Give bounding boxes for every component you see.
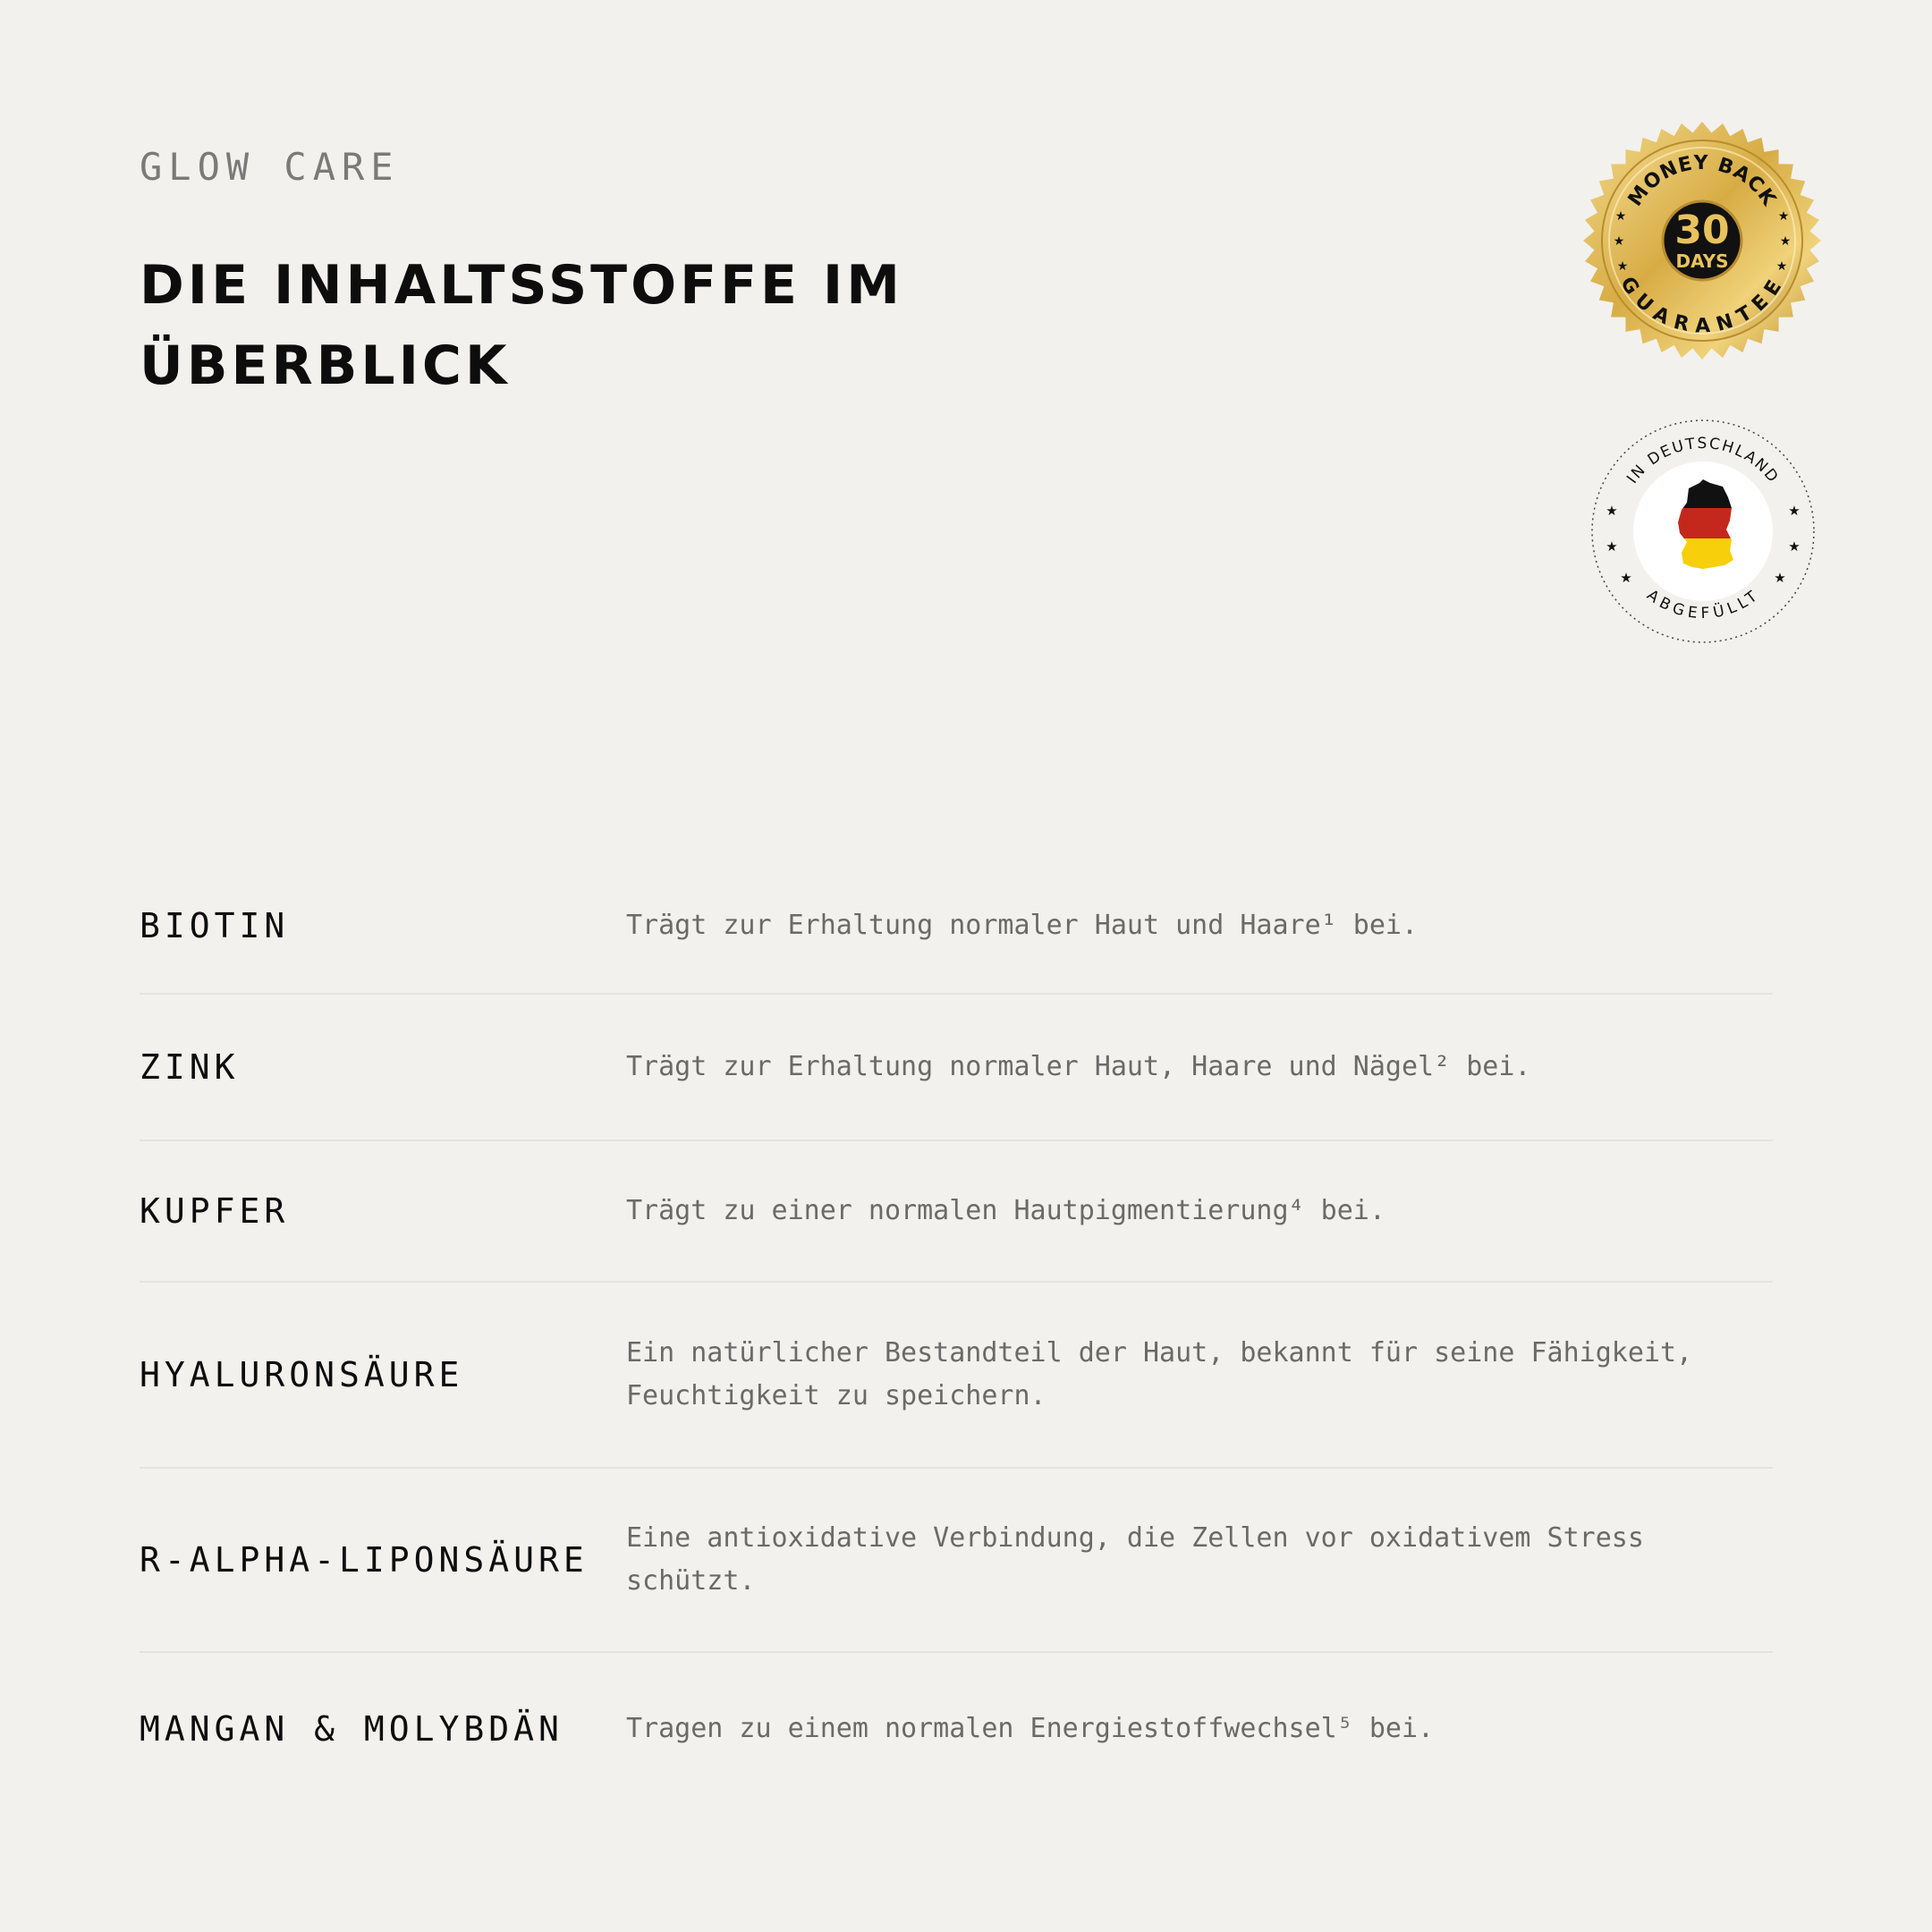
svg-text:★: ★ <box>1616 259 1629 274</box>
ingredient-row <box>140 1283 1773 1469</box>
ingredient-row <box>140 1141 1773 1283</box>
svg-text:★: ★ <box>1788 538 1801 555</box>
svg-text:★: ★ <box>1774 570 1786 586</box>
ingredient-name: ZINK <box>140 1047 240 1087</box>
money-back-guarantee-badge <box>1581 120 1823 361</box>
germany-top-text: IN DEUTSCHLAND <box>1623 435 1783 487</box>
svg-text:★: ★ <box>1788 503 1801 519</box>
made-in-germany-badge <box>1589 417 1818 646</box>
page-title-line-1: DIE INHALTSSTOFFE IM <box>140 254 903 317</box>
svg-text:★: ★ <box>1606 538 1618 555</box>
ingredient-name: HYALURONSÄURE <box>140 1355 464 1394</box>
ingredient-row <box>140 1469 1773 1653</box>
svg-text:★: ★ <box>1777 209 1790 224</box>
svg-text:★: ★ <box>1614 209 1627 224</box>
svg-text:★: ★ <box>1613 234 1625 249</box>
svg-text:★: ★ <box>1620 570 1632 586</box>
money-back-top-text: MONEY BACK <box>1623 151 1781 211</box>
ingredients-list <box>140 859 1773 1805</box>
money-back-unit: DAYS <box>1675 250 1729 272</box>
ingredient-row <box>140 1653 1773 1805</box>
money-back-number: 30 <box>1674 208 1730 253</box>
svg-text:★: ★ <box>1606 503 1618 519</box>
ingredient-row <box>140 859 1773 995</box>
page-title <box>140 245 1034 406</box>
ingredient-row <box>140 995 1773 1141</box>
germany-bottom-text: ABGEFÜLLT <box>1643 586 1763 623</box>
ingredient-description: Trägt zur Erhaltung normaler Haut und Haare¹ bei. <box>626 910 1419 941</box>
ingredient-description: Tragen zu einem normalen Energiestoffwechsel⁵ bei. <box>626 1713 1435 1744</box>
ingredient-description: Eine antioxidative Verbindung, die Zellen vor oxidativem Stress schützt. <box>626 1522 1644 1597</box>
svg-text:★: ★ <box>1779 234 1792 249</box>
ingredient-name: R-ALPHA-LIPONSÄURE <box>140 1540 589 1580</box>
ingredient-description: Trägt zur Erhaltung normaler Haut, Haare und Nägel² bei. <box>626 1051 1531 1082</box>
ingredient-name: KUPFER <box>140 1191 290 1231</box>
page-title-line-2: ÜBERBLICK <box>140 335 511 397</box>
ingredient-description: Trägt zu einer normalen Hautpigmentierung⁴ bei. <box>626 1195 1385 1226</box>
brand-label: GLOW CARE <box>140 145 400 189</box>
ingredient-description: Ein natürlicher Bestandteil der Haut, bekannt für seine Fähigkeit, Feuchtigkeit zu speichern. <box>626 1337 1693 1411</box>
ingredient-name: BIOTIN <box>140 906 290 945</box>
ingredient-name: MANGAN & MOLYBDÄN <box>140 1709 564 1749</box>
svg-text:★: ★ <box>1775 259 1788 274</box>
money-back-bottom-text: GUARANTEE <box>1615 273 1789 338</box>
